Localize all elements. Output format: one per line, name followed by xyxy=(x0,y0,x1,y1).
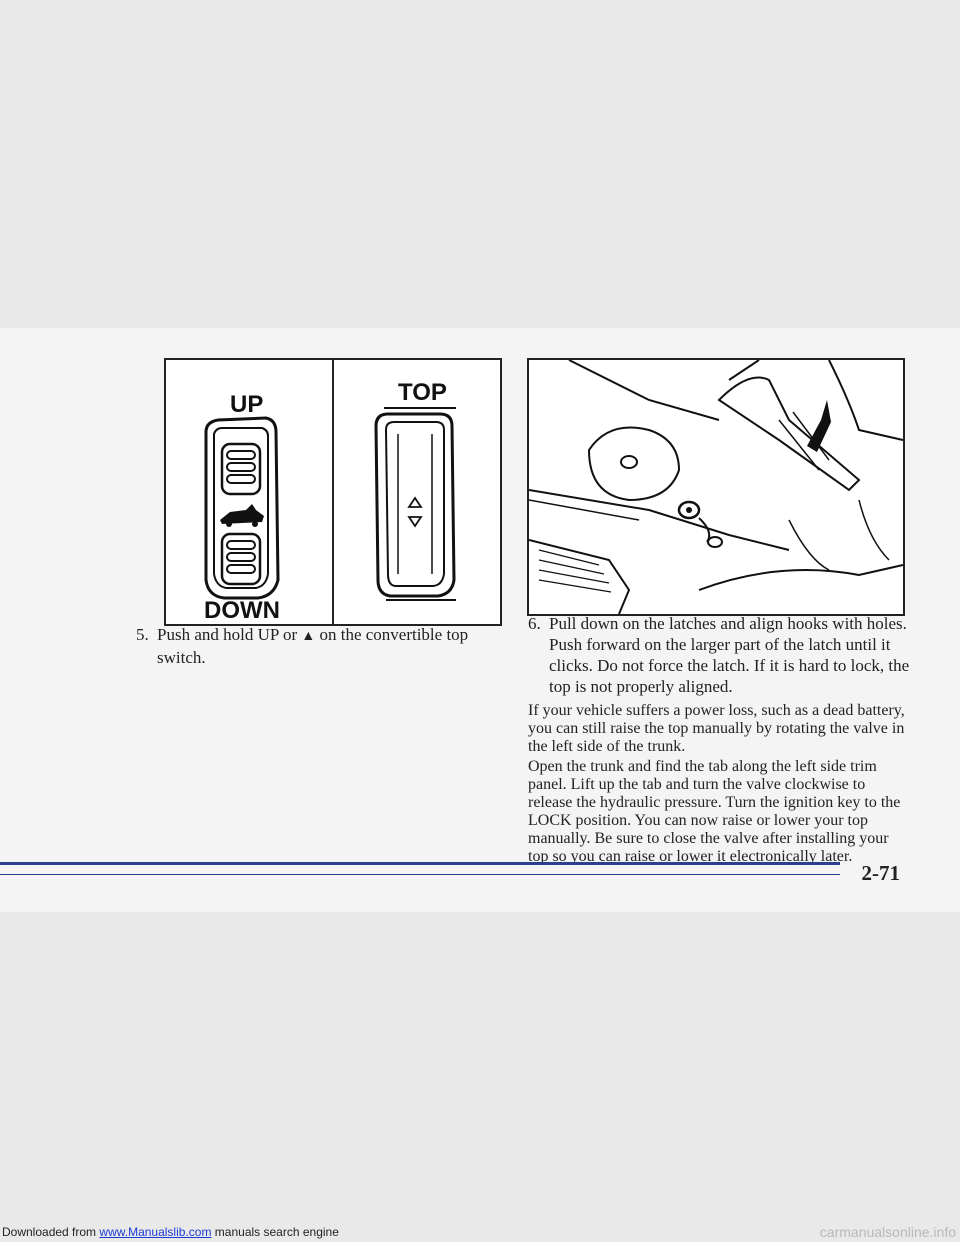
paragraph-manual-operation: Open the trunk and find the tab along the left side trim panel. Lift up the tab and turn the valve clockwise to release the hydraulic pressure. Turn the ignition key to the LOCK position. You can now raise or lower your top manually. Be sure to close the valve after installing your top so you can raise or lower it electronically later. xyxy=(528,758,901,865)
top-rocker-switch xyxy=(376,408,456,600)
label-up: UP xyxy=(230,391,264,418)
label-down: DOWN xyxy=(204,597,280,624)
step-number: 6. xyxy=(528,614,541,633)
manual-page xyxy=(0,328,960,912)
step-6 xyxy=(528,613,913,697)
direction-arrow-icon xyxy=(807,400,831,452)
watermark: carmanualsonline.info xyxy=(819,1224,956,1240)
download-credit: Downloaded from www.Manualslib.com manuals search engine xyxy=(2,1225,339,1239)
up-triangle-icon: ▲ xyxy=(301,629,316,644)
switch-illustration xyxy=(164,358,502,626)
up-down-rocker-switch xyxy=(206,418,278,598)
latch-diagram xyxy=(529,360,903,614)
page-number: 2-71 xyxy=(861,861,900,885)
manualslib-link[interactable]: www.Manualslib.com xyxy=(99,1225,212,1239)
latch-illustration xyxy=(527,358,905,616)
label-top: TOP xyxy=(398,379,447,406)
footer-rule-thin xyxy=(0,874,840,875)
footer-bar xyxy=(0,1222,960,1242)
paragraph-power-loss: If your vehicle suffers a power loss, such as a dead battery, you can still raise the top manually by rotating the valve in the left side of the trunk. xyxy=(528,702,905,755)
step-text: Push and hold UP or ▲ on the convertible top switch. xyxy=(157,625,469,667)
footer-rule xyxy=(0,862,840,865)
switch-diagram xyxy=(166,360,500,624)
step-5 xyxy=(136,624,496,668)
step-number: 5. xyxy=(136,625,149,644)
step-text: Pull down on the latches and align hooks with holes. Push forward on the larger part of the latch until it clicks. Do not force the latch. If it is hard to lock, the top is not properly aligned. xyxy=(549,614,910,696)
